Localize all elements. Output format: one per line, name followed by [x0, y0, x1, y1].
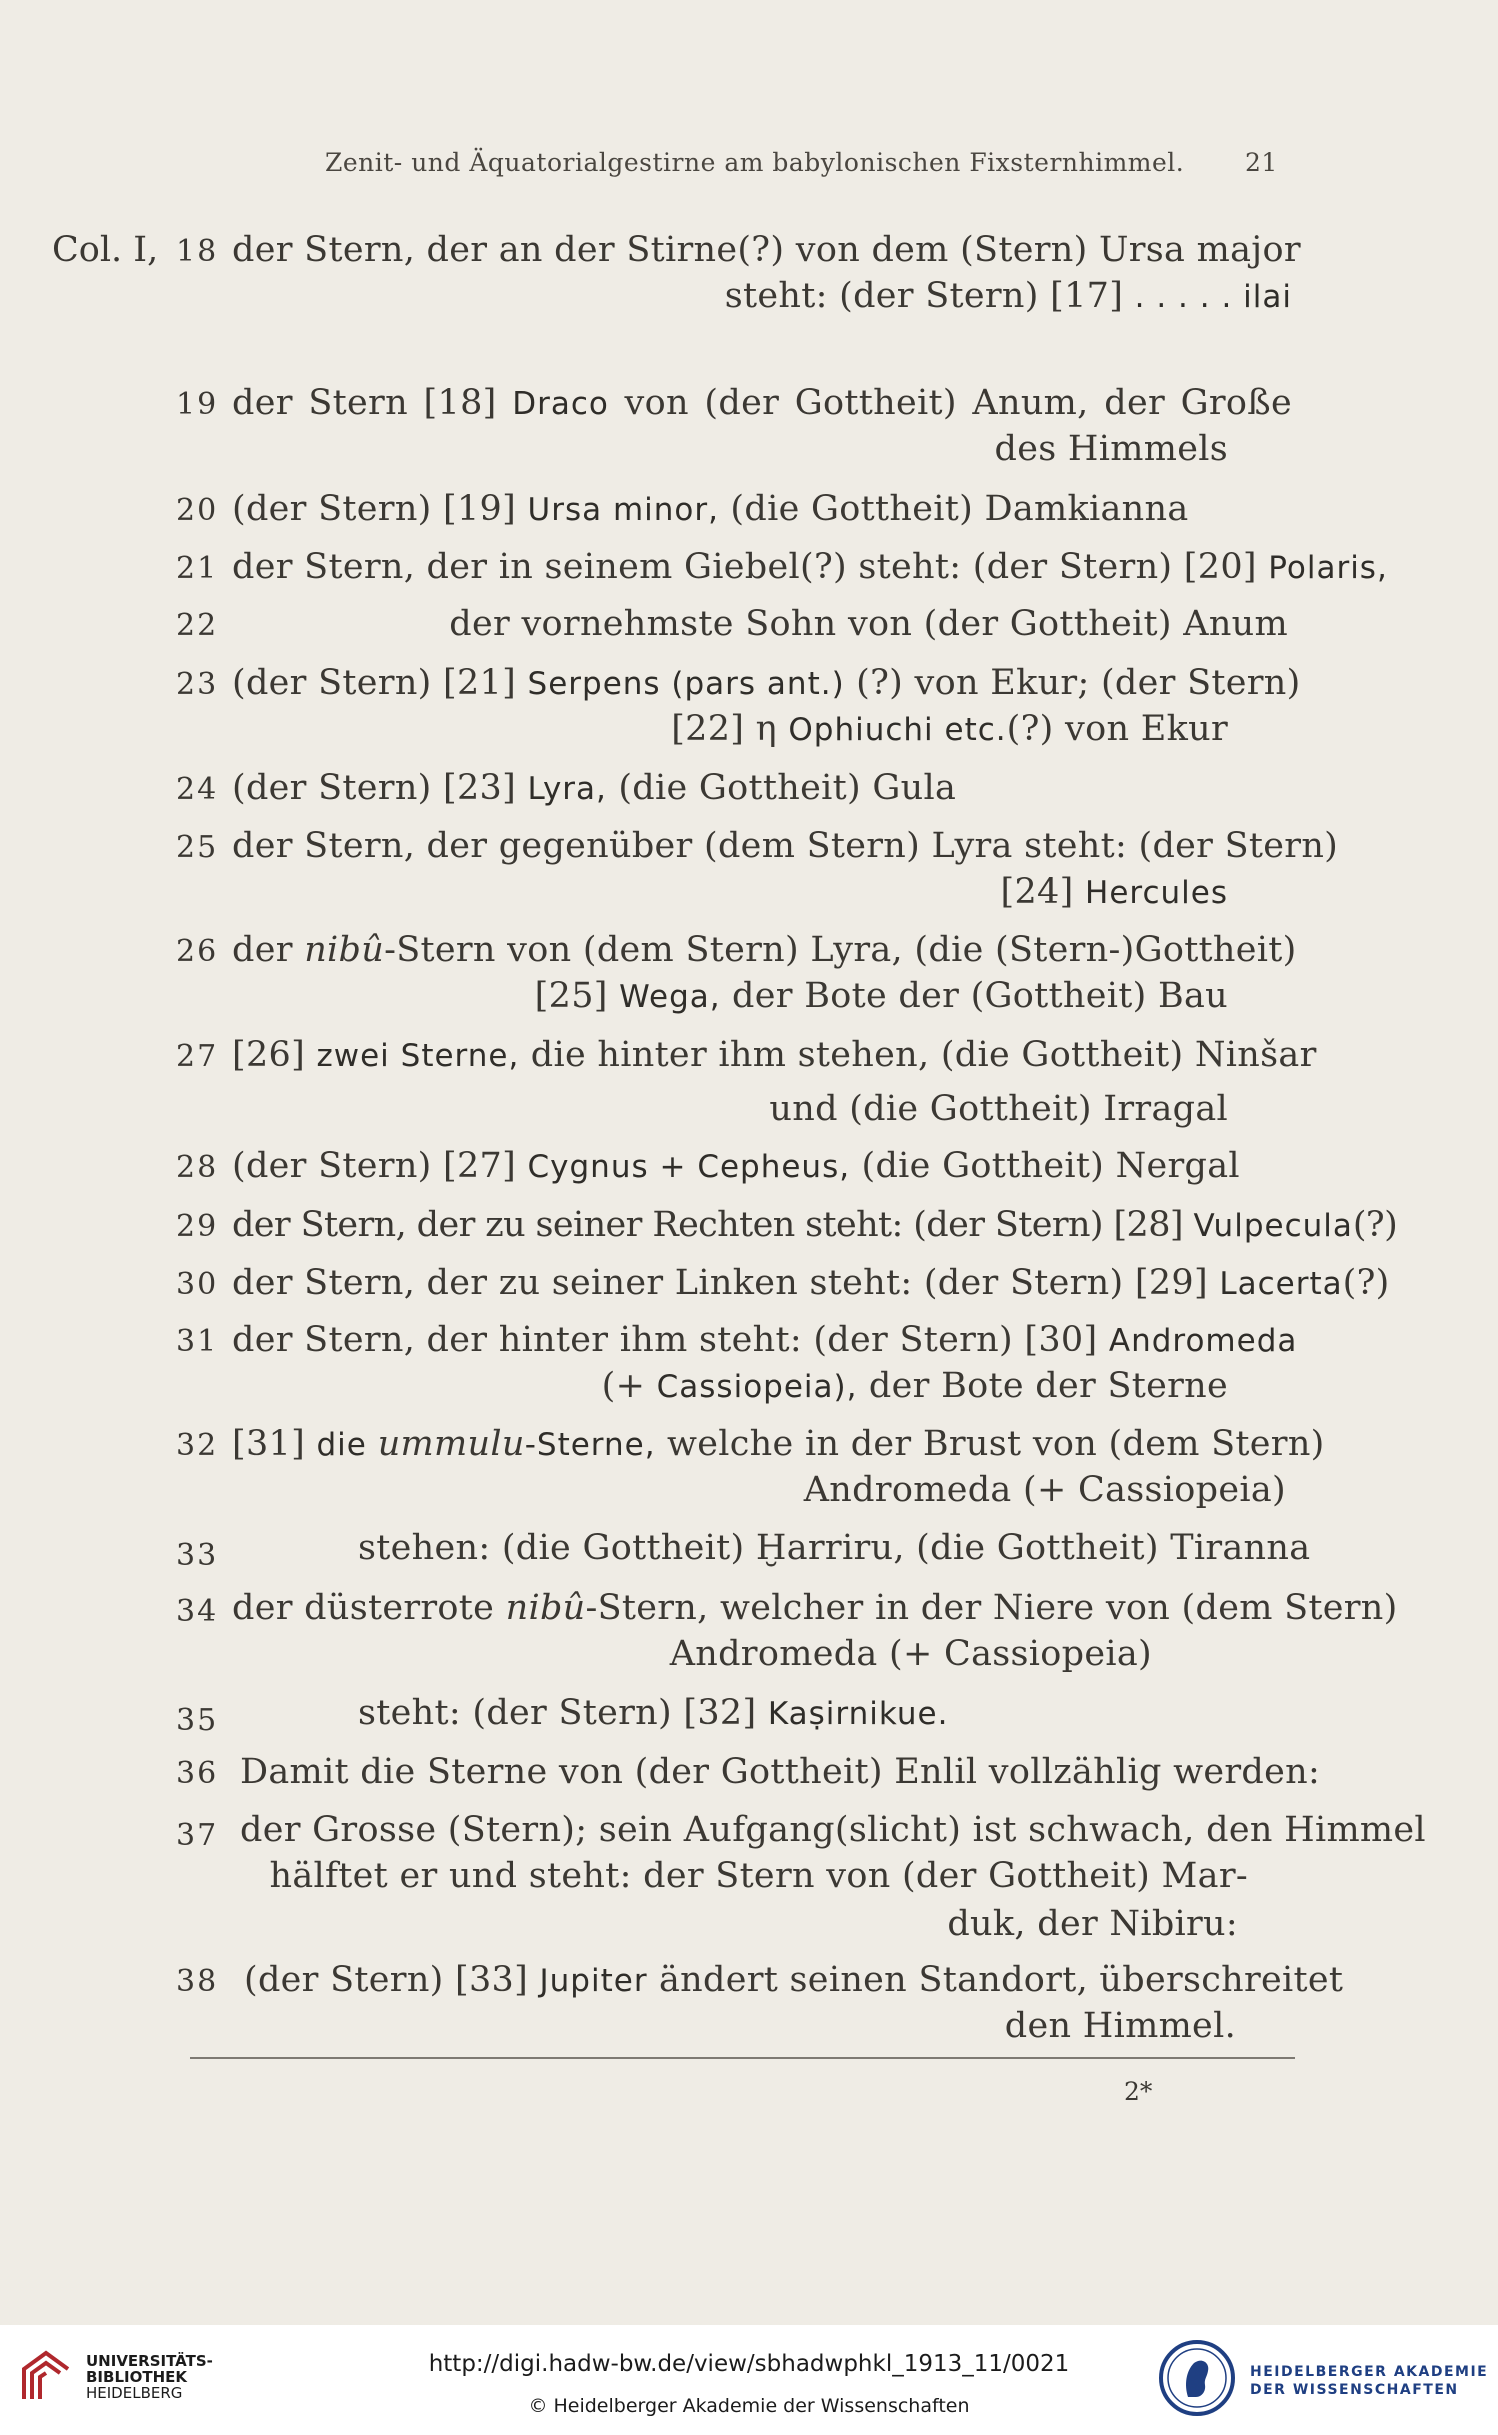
- permalink-url[interactable]: http://digi.hadw-bw.de/view/sbhadwphkl_1913_11/0021: [428, 2351, 1070, 2377]
- entry-text: (der Stern) [27] Cygnus + Cepheus, (die Gottheit) Nergal: [232, 1146, 1240, 1186]
- entry-text: der düsterrote nibû-Stern, welcher in der Niere von (dem Stern): [232, 1588, 1398, 1628]
- entry-continuation: Andromeda (+ Cassiopeia): [803, 1470, 1286, 1510]
- entry-continuation: steht: (der Stern) [17] . . . . . ilai: [724, 276, 1292, 316]
- line-number: 31: [176, 1324, 219, 1359]
- page-number: 21: [1245, 148, 1278, 177]
- line-number: 37: [176, 1818, 219, 1853]
- entry-continuation: des Himmels: [994, 429, 1228, 469]
- entry-text: der Stern [18] Draco von (der Gottheit) Anum, der Große: [232, 383, 1292, 423]
- line-number: 19: [176, 387, 219, 422]
- entry-text: der Stern, der gegenüber (dem Stern) Lyra steht: (der Stern): [232, 826, 1339, 866]
- entry-text: (der Stern) [33] Jupiter ändert seinen Standort, überschreitet: [244, 1960, 1344, 2000]
- line-number: 20: [176, 493, 219, 528]
- running-title: Zenit- und Äquatorialgestirne am babylonischen Fixsternhimmel.: [325, 148, 1185, 177]
- academy-seal-icon: [1158, 2339, 1236, 2417]
- entry-continuation: [22] η Ophiuchi etc.(?) von Ekur: [671, 709, 1228, 749]
- line-number: 33: [176, 1538, 219, 1573]
- entry-text: [26] zwei Sterne, die hinter ihm stehen, (die Gottheit) Ninšar: [232, 1035, 1317, 1075]
- entry-text: steht: (der Stern) [32] Kaṣirnikue.: [358, 1693, 949, 1733]
- entry-text: Damit die Sterne von (der Gottheit) Enlil vollzählig werden:: [240, 1752, 1321, 1792]
- entry-text: (der Stern) [19] Ursa minor, (die Gottheit) Damkianna: [232, 489, 1189, 529]
- line-number: 34: [176, 1594, 219, 1629]
- entry-text: der Stern, der an der Stirne(?) von dem (Stern) Ursa major: [232, 230, 1301, 270]
- line-number: 35: [176, 1703, 219, 1738]
- line-number: 18: [176, 234, 219, 269]
- signature-mark: 2*: [1124, 2077, 1153, 2106]
- entry-text: der vornehmste Sohn von (der Gottheit) Anum: [449, 604, 1288, 644]
- entry-continuation: [25] Wega, der Bote der (Gottheit) Bau: [534, 976, 1228, 1016]
- entry-continuation: und (die Gottheit) Irragal: [769, 1089, 1228, 1129]
- line-number: 25: [176, 830, 219, 865]
- entry-text: der Stern, der zu seiner Rechten steht: (der Stern) [28] Vulpecula(?): [232, 1205, 1398, 1245]
- line-number: 32: [176, 1428, 219, 1463]
- footer-bar: [0, 2325, 1498, 2435]
- line-number: 36: [176, 1756, 219, 1791]
- entry-continuation: [24] Hercules: [1000, 872, 1228, 912]
- entry-continuation: duk, der Nibiru:: [947, 1904, 1238, 1944]
- entry-text: der Grosse (Stern); sein Aufgang(slicht) ist schwach, den Himmel: [240, 1810, 1426, 1850]
- line-number: 22: [176, 608, 219, 643]
- entry-text: stehen: (die Gottheit) Ḫarriru, (die Gottheit) Tiranna: [358, 1528, 1311, 1568]
- copyright-notice: © Heidelberger Akademie der Wissenschaften: [528, 2395, 970, 2417]
- entry-continuation: (+ Cassiopeia), der Bote der Sterne: [601, 1366, 1228, 1406]
- entry-text: der Stern, der in seinem Giebel(?) steht: (der Stern) [20] Polaris,: [232, 547, 1388, 587]
- entry-text: (der Stern) [21] Serpens (pars ant.) (?) von Ekur; (der Stern): [232, 663, 1301, 703]
- entry-text: der Stern, der zu seiner Linken steht: (der Stern) [29] Lacerta(?): [232, 1263, 1390, 1303]
- library-name: UNIVERSITÄTS- BIBLIOTHEK HEIDELBERG: [86, 2352, 213, 2402]
- entry-text: [31] die ummulu-Sterne, welche in der Brust von (dem Stern): [232, 1424, 1325, 1464]
- entry-continuation: Andromeda (+ Cassiopeia): [669, 1634, 1152, 1674]
- academy-name: HEIDELBERGER AKADEMIE DER WISSENSCHAFTEN: [1250, 2364, 1489, 2398]
- line-number: 27: [176, 1039, 219, 1074]
- line-number: 28: [176, 1150, 219, 1185]
- line-number: 29: [176, 1209, 219, 1244]
- line-number: 24: [176, 772, 219, 807]
- line-number: 23: [176, 667, 219, 702]
- line-number: 30: [176, 1267, 219, 1302]
- entry-continuation: hälftet er und steht: der Stern von (der Gottheit) Mar-: [269, 1856, 1248, 1896]
- column-marker: Col. I,: [52, 230, 159, 270]
- entry-continuation: den Himmel.: [1004, 2006, 1236, 2046]
- line-number: 38: [176, 1964, 219, 1999]
- entry-text: der nibû-Stern von (dem Stern) Lyra, (die (Stern-)Gottheit): [232, 930, 1297, 970]
- entry-text: (der Stern) [23] Lyra, (die Gottheit) Gula: [232, 768, 957, 808]
- entry-text: der Stern, der hinter ihm steht: (der Stern) [30] Andromeda: [232, 1320, 1298, 1360]
- line-number: 26: [176, 934, 219, 969]
- bottom-rule: [190, 2057, 1295, 2059]
- line-number: 21: [176, 551, 219, 586]
